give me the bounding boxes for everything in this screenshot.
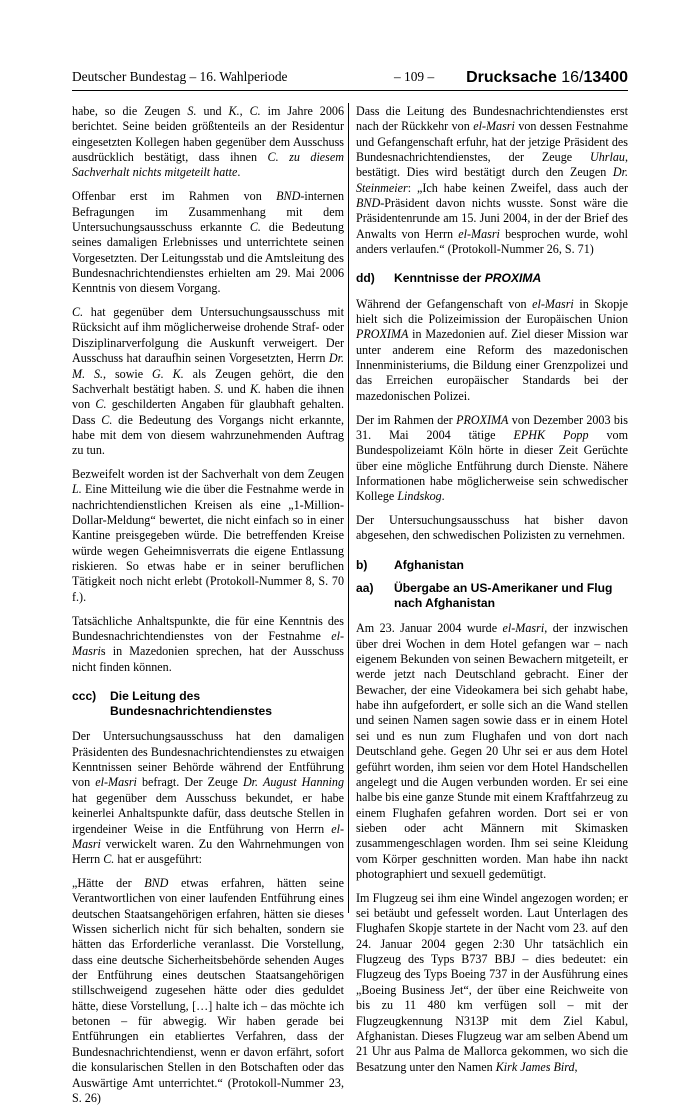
heading-text-italic: PROXIMA (484, 271, 542, 286)
text-run: habe, so die Zeugen (72, 104, 188, 118)
italic-run: C. (103, 852, 115, 867)
text-run: , (239, 104, 250, 118)
italic-run: el-Masri (72, 629, 344, 659)
text-run: Während der Gefangenschaft von (356, 296, 533, 311)
italic-run: Uhrlau (590, 150, 625, 165)
heading-text: Afghanistan (394, 557, 464, 572)
heading-text: Übergabe an US-Amerikaner und Flug nach Afghanistan (394, 581, 613, 611)
italic-run: el-Masri (532, 296, 574, 311)
text-run: Dass die Leitung des Bundesnachrichtendienstes erst nach der Rückkehr von (356, 104, 628, 134)
italic-run: C. (101, 412, 113, 427)
italic-run: BND (276, 189, 301, 204)
text-run: Am 23. Januar 2004 wurde (356, 621, 503, 636)
italic-run: G. K. (152, 366, 184, 381)
paragraph (72, 729, 344, 867)
italic-run: Dr. Steinmeier (356, 165, 628, 195)
heading-number: b) (356, 557, 368, 572)
header-publication: Deutscher Bundestag – 16. Wahlperiode (72, 69, 288, 84)
text-run: befragt. Der Zeuge (136, 775, 243, 790)
text-run: Der im Rahmen der (356, 412, 457, 427)
italic-run: Kirk James Bird (495, 1059, 575, 1074)
italic-run: PROXIMA (456, 412, 509, 427)
italic-run: S. (214, 381, 224, 396)
italic-run: C. (249, 219, 261, 234)
text-run: -Präsident davon nichts wusste. Sonst wäre die Präsidentenrunde am 15. Juni 2004, in der der Brief des Anwalts von Herrn (356, 196, 628, 241)
text-run: Im Flugzeug sei ihm eine Windel angezogen worden; er sei betäubt und gefesselt worden. Laut Unterlagen des Flughafen Skopje startete in der Nacht vom 23. auf den 24. Januar 2004 gegen 2:30 Uhr tatsächlich ein Flugzeug des Typs B737 BBJ – dies bedeutet: ein Flugzeug des Typs Boeing 737 in der Ausführung eines „Boeing Business Jet“, der über eine Reichweite von bis zu 11 480 km verfügen soll – mit der Flugzeugkennung N313P mit dem Ziel Kabul, Afghanistan. Dieses Flugzeug war am selben Abend um 21 Uhr aus Palma de Mallorca gekommen, wo sich die Besatzung unter den Namen (356, 890, 628, 1074)
text-run: : „Ich habe keinen Zweifel, dass auch der (407, 180, 628, 195)
italic-run: Dr. August Hanning (242, 775, 344, 790)
paragraph (356, 891, 628, 1075)
quote-paragraph (72, 876, 344, 1106)
text-run: die Bedeutung des Vorgangs nicht erkannte, habe mit dem von diesem wahrzunehmenden Auftrag zu tun. (72, 412, 344, 458)
paragraph (356, 513, 628, 544)
paragraph (356, 413, 628, 505)
text-run: haben die ihnen von (72, 381, 345, 412)
document-number (466, 69, 628, 87)
text-run: in Mazedonien auf. Ziel dieser Mission war unter anderem eine Reform des mazedonischen Innenministeriums, die Bildung einer Grenzpolizei und das Erreichen europäischer Standards bei der mazedonischen Polizei. (356, 327, 628, 403)
text-run: „Hätte der (72, 876, 145, 891)
right-column (356, 104, 628, 1083)
text-run: Der Untersuchungsausschuss hat den damaligen Präsidenten des Bundesnachrichtendienstes zu etwaigen Kenntnissen seiner Behörde während der Entführung von (72, 729, 344, 790)
italic-run: el-Masri (458, 226, 500, 241)
page-header (72, 66, 628, 88)
text-run: besprochen wurde, wohl anders verlaufen.“ (Protokoll-Nummer 26, S. 71) (356, 226, 628, 257)
doc-number-main: 13400 (583, 69, 628, 86)
doc-number-prefix: 16/ (561, 69, 584, 86)
section-heading-b (356, 558, 628, 573)
text-run: , bestätigt. Dies wird bestätigt durch den Zeugen (356, 150, 628, 180)
text-run: , (574, 1059, 578, 1074)
heading-text-main: Kenntnisse der (394, 271, 485, 286)
text-run: Offenbar erst im Rahmen von (72, 189, 277, 204)
italic-run: Dr. M. S. (72, 351, 344, 381)
section-heading-ccc (72, 689, 344, 719)
italic-run: K. (228, 104, 240, 118)
text-run: in Skopje hielt sich die Polizeimission der Europäischen Union (356, 296, 628, 326)
text-run: und (196, 104, 229, 118)
italic-run: BND (144, 876, 169, 891)
text-run: . (441, 489, 445, 504)
heading-number: aa) (356, 581, 374, 595)
italic-run: el-Masri (473, 119, 515, 134)
italic-run: C. (95, 397, 107, 412)
italic-run: L. (72, 482, 82, 497)
text-run: , der inzwischen über drei Wochen in dem Hotel gefangen war – nach eigenem Bekunden von seinen Bewachern mitgeteilt, er werde jetzt nach Deutschland gebracht. Einer der Bewacher, der eine Videokamera bei sich gehabt habe, habe ihn aufgefordert, er solle sich an die Wand stellen und seinen Namen sagen sowie dass er in einem Hotel sei und es nun zum Flughafen und von dort nach Deutschland gehe. Gegen 20 Uhr sei er aus dem Hotel geführt worden, ihm seien vor dem Hotel Handschellen angelegt und die Augen verbunden worden. Er sei eine halbe bis eine ganze Stunde mit einem Kraftfahrzeug zu einem Flughafen gefahren worden. Dort sei er von sieben oder acht Männern mit Skimasken zusammengeschlagen worden. Ihm sei seine Kleidung vom Körper geschnitten worden. Man habe ihn nackt photographiert und sexuell gedemütigt. (356, 621, 628, 881)
text-run: Eine Mitteilung wie die über die Festnahme werde in nachrichtendienstlichen Kreisen als eine „1-Million-Dollar-Meldung“ bewertet, die nicht einfach so in einer Kantine preisgegeben würde. Die betreffenden Kreise würde wegen Geheimnisverrats die eigene Entlassung riskieren. So etwas habe er in seiner beruflichen Tätigkeit noch nicht erlebt (Protokoll-Nummer 8, S. 70 f.). (72, 482, 344, 604)
italic-run: el-Masri (502, 621, 545, 636)
text-run: im Jahre 2006 berichtet. Seine beiden größtenteils an der Residentur eingesetzten Kollegen haben gegenüber dem Ausschuss ausdrücklich bestätigt, dass ihnen (72, 104, 344, 165)
italic-run: el-Masri (72, 821, 344, 851)
text-run: Der Untersuchungsausschuss hat bisher davon abgesehen, den schwedischen Polizisten zu vernehmen. (356, 513, 628, 543)
text-run: . (237, 165, 241, 180)
text-run: etwas erfahren, hätten seine Verantwortlichen von einer laufenden Entführung eines deutschen Staatsangehörigen erfahren, hätten sie dieses Wissen sicherlich nicht für sich behalten, sondern sie hätten das Erforderliche veranlasst. Die Vorstellung, dass eine deutsche Sicherheitsbehörde sehenden Auges der Entführung eines deutschen Staatsangehörigen stillschweigend zugesehen hätte oder dies geduldet hätte, diese Vorstellung, […] halte ich – das möchte ich betonen – für abwegig. Wir haben gerade bei Entführungen ein etabliertes Verfahren, dass der Bundesnachrichtendienst, wenn er davon erfährt, sofort die konsularischen Stellen in den Botschaften oder das Auswärtige Amt unterrichtet.“ (Protokoll-Nummer 23, S. 26) (72, 876, 344, 1105)
italic-run: Lindskog (397, 489, 442, 504)
header-rule (72, 90, 628, 91)
section-heading-aa (356, 581, 628, 611)
section-heading-dd (356, 271, 628, 286)
text-run: geschilderten Angaben für glaubhaft gehalten. Dass (72, 397, 344, 427)
paragraph (356, 104, 628, 257)
italic-run: C. (249, 104, 261, 118)
text-run: von dessen Festnahme und Gefangenschaft erfuhr, hat der jetzige Präsident des Bundesnachrichtendienstes, der Zeuge (356, 119, 628, 165)
text-run: , sowie (103, 366, 153, 381)
paragraph (72, 467, 344, 605)
italic-run: S. (187, 104, 197, 118)
text-run: hat er ausgeführt: (114, 852, 202, 867)
text-run: -internen Befragungen im Zusammenhang mit dem Untersuchungsausschuss erkannte (72, 189, 344, 234)
text-run: Bezweifelt worden ist der Sachverhalt von dem Zeugen (72, 467, 344, 482)
italic-run: BND (356, 196, 381, 211)
text-run: hat gegenüber dem Ausschuss bekundet, er habe keinerlei Anhaltspunkte dafür, dass deutsche Stellen in irgendeiner Weise in die Entführung von Herrn (72, 790, 344, 836)
text-run: Tatsächliche Anhaltspunkte, die für eine Kenntnis des Bundesnachrichtendienstes von der Festnahme (72, 613, 344, 643)
italic-run: C. (72, 305, 84, 320)
text-run: von Dezember 2003 bis 31. Mai 2004 tätige (356, 412, 628, 442)
column-divider (348, 103, 349, 913)
text-run: die Bedeutung seines damaligen Erlebnisses und unterrichtete seinen Vorgesetzten. Der Leitungsstab und die Amtsleitung des Bundesnachrichtendienstes erhielten am 29. Mai 2006 Kenntnis von diesem Vorgang. (72, 219, 344, 296)
paragraph (72, 305, 344, 458)
heading-text: Die Leitung des Bundesnachrichtendienstes (110, 689, 272, 719)
text-run: verwickelt waren. Zu den Wahrnehmungen von Herrn (72, 836, 344, 867)
italic-run: el-Masri (95, 775, 137, 790)
doc-label: Drucksache (466, 69, 557, 86)
paragraph (356, 297, 628, 404)
heading-number: ccc) (72, 689, 97, 704)
italic-run: K. (249, 381, 262, 396)
italic-run: EPHK Popp (513, 427, 589, 442)
paragraph (72, 189, 344, 296)
text-run: als Zeugen gehört, die den Sachverhalt bestätigt haben. (72, 366, 344, 396)
text-run: und (223, 381, 250, 396)
page-number: – 109 – (394, 69, 435, 84)
paragraph (72, 614, 344, 675)
text-run: hat gegenüber dem Untersuchungsausschuss mit Rücksicht auf ihm möglicherweise drohende Straf- oder Disziplinarverfolgung die Auskunft verweigert. Der Ausschuss hat daraufhin seinen Vorgesetzten, Herrn (72, 305, 344, 366)
text-run: s in Mazedonien sprechen, hat der Ausschuss nicht finden können. (72, 644, 344, 674)
left-column (72, 104, 344, 1115)
paragraph (356, 621, 628, 882)
paragraph (72, 104, 344, 181)
text-run: vom Bundespolizeiamt Köln hörte in dieser Zeit Gerüchte über eine mögliche Entführung durch Dienste. Nähere Informationen habe möglicherweise sein schwedischer Kollege (356, 427, 628, 504)
italic-run: C. zu diesem Sachverhalt nichts mitgeteilt hatte (72, 150, 344, 180)
heading-text (394, 271, 628, 286)
heading-number: dd) (356, 271, 375, 286)
italic-run: PROXIMA (356, 327, 409, 342)
